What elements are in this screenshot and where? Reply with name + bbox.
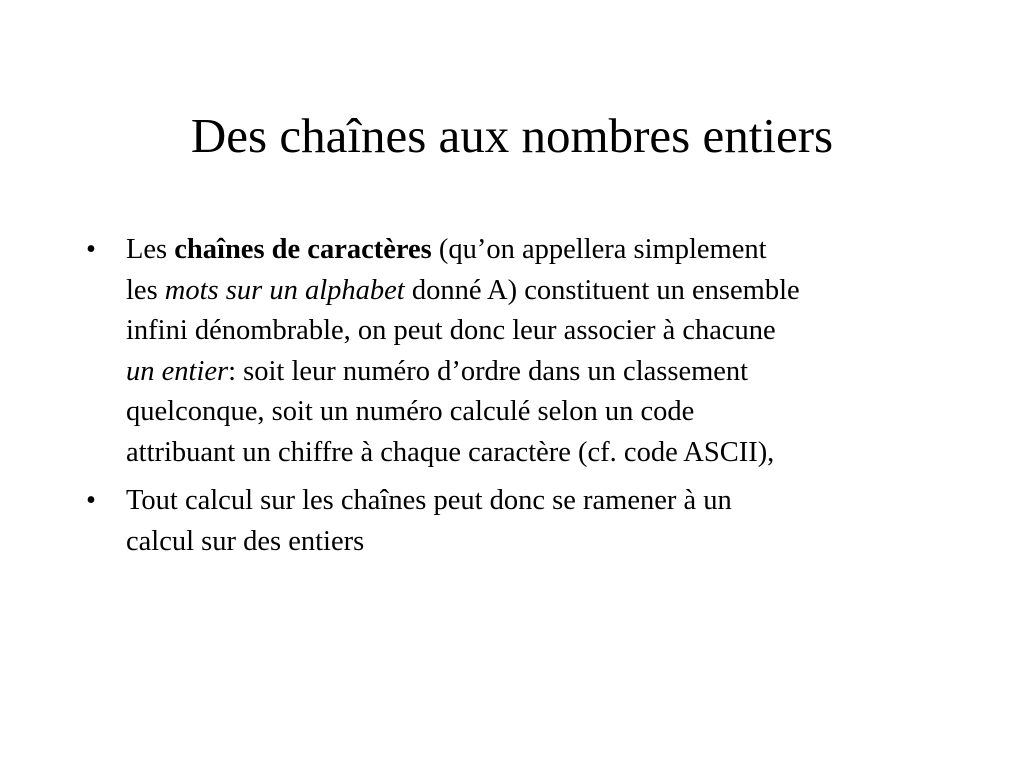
text-run: les bbox=[126, 274, 165, 306]
bullet-item-2 bbox=[86, 481, 946, 562]
italic-term: mots sur un alphabet bbox=[164, 274, 405, 306]
bullet-list bbox=[86, 230, 946, 570]
text-run: donné A) constituent un ensemble bbox=[404, 274, 800, 306]
bullet-1-line-6: attribuant un chiffre à chaque caractère (cf. code ASCII), bbox=[126, 436, 775, 468]
bullet-1-line-1 bbox=[126, 230, 946, 271]
bullet-1-line-2 bbox=[126, 271, 946, 312]
bullet-marker: • bbox=[86, 485, 96, 516]
bullet-2-line-1: Tout calcul sur les chaînes peut donc se ramener à un bbox=[126, 485, 732, 516]
text-run: : soit leur numéro d’ordre dans un classement bbox=[228, 355, 749, 387]
slide-title: Des chaînes aux nombres entiers bbox=[190, 108, 834, 163]
text-run: (qu’on appellera simplement bbox=[431, 234, 767, 265]
bullet-marker: • bbox=[86, 234, 96, 265]
bold-term: chaînes de caractères bbox=[174, 234, 432, 265]
italic-term: un entier bbox=[126, 355, 229, 387]
bullet-1-line-4 bbox=[126, 352, 946, 393]
text-run: Les bbox=[126, 234, 175, 265]
bullet-1-line-5: quelconque, soit un numéro calculé selon un code bbox=[126, 396, 695, 427]
bullet-2-line-2: calcul sur des entiers bbox=[126, 525, 365, 557]
bullet-item-1 bbox=[86, 230, 946, 473]
bullet-1-line-3: infini dénombrable, on peut donc leur associer à chacune bbox=[126, 315, 776, 346]
